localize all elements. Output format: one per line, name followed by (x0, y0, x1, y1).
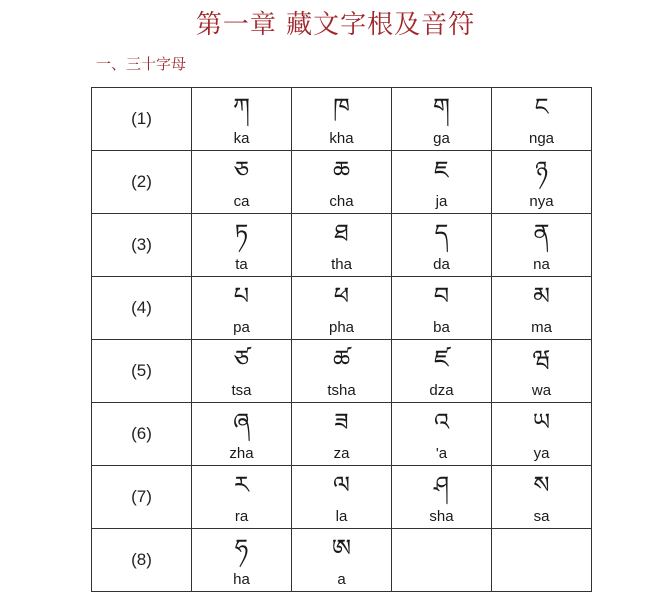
romanization: 'a (435, 445, 448, 462)
tibetan-letter: འ (433, 408, 450, 436)
row-number-label: (8) (92, 529, 192, 592)
tibetan-letter: ཛ (434, 345, 449, 373)
letter-cell (392, 88, 492, 151)
tibetan-letter: ཏ (234, 219, 249, 247)
romanization: nga (528, 130, 555, 147)
tibetan-letter: ཁ (333, 93, 350, 121)
tibetan-letter: ཟ (334, 408, 349, 436)
romanization: wa (531, 382, 552, 399)
romanization: nya (529, 193, 554, 210)
romanization: a (337, 571, 346, 588)
romanization: ka (233, 130, 250, 147)
romanization: tsa (231, 382, 252, 399)
tibetan-letter: མ (533, 282, 550, 310)
romanization: ja (435, 193, 448, 210)
romanization: zha (229, 445, 254, 462)
table-row (92, 214, 592, 277)
letter-cell (492, 340, 592, 403)
table-row (92, 277, 592, 340)
romanization: na (533, 256, 550, 273)
table-row (92, 88, 592, 151)
romanization: ca (233, 193, 250, 210)
letter-cell (192, 340, 292, 403)
letter-cell (292, 529, 392, 592)
letter-cell (492, 277, 592, 340)
tibetan-letter: ཐ (334, 219, 349, 247)
letter-cell (192, 529, 292, 592)
letter-cell (292, 214, 392, 277)
tibetan-letter: ཉ (535, 156, 548, 184)
letter-cell (392, 466, 492, 529)
tibetan-letter: ཇ (434, 156, 449, 184)
section-title: 一、三十字母 (96, 55, 187, 73)
letter-cell (392, 340, 492, 403)
romanization: ha (233, 571, 250, 588)
tibetan-letter: བ (433, 282, 450, 310)
romanization: ma (531, 319, 552, 336)
letter-cell (392, 151, 492, 214)
romanization: ya (533, 445, 550, 462)
row-number-label: (6) (92, 403, 192, 466)
letter-cell (292, 340, 392, 403)
letter-cell (392, 277, 492, 340)
romanization: cha (329, 193, 354, 210)
tibetan-letter: ཅ (233, 156, 250, 184)
letter-cell (292, 466, 392, 529)
row-number-label: (2) (92, 151, 192, 214)
tibetan-letter: ཨ (331, 534, 352, 562)
romanization: tsha (327, 382, 356, 399)
romanization: pha (328, 319, 355, 336)
row-number-label: (3) (92, 214, 192, 277)
romanization: pa (233, 319, 250, 336)
tibetan-letter: ཕ (333, 282, 350, 310)
table-row (92, 466, 592, 529)
letter-cell (192, 466, 292, 529)
romanization: ba (433, 319, 450, 336)
tibetan-letter: ན (533, 219, 550, 247)
letter-cell (192, 403, 292, 466)
chapter-title: 第一章 藏文字根及音符 (195, 10, 476, 40)
tibetan-letter: ཡ (532, 408, 551, 436)
tibetan-letter: ཧ (234, 534, 249, 562)
table-row (92, 529, 592, 592)
row-number-label: (7) (92, 466, 192, 529)
table-row (92, 403, 592, 466)
tibetan-letter: ཤ (433, 471, 450, 499)
romanization: tha (331, 256, 352, 273)
tibetan-letter: ལ (333, 471, 350, 499)
letter-cell (492, 151, 592, 214)
letter-cell (192, 151, 292, 214)
romanization: ra (234, 508, 249, 525)
letter-cell (292, 277, 392, 340)
tibetan-letter: ས (533, 471, 550, 499)
empty-cell (492, 529, 592, 592)
romanization: dza (429, 382, 454, 399)
letter-cell (492, 403, 592, 466)
table-row (92, 340, 592, 403)
letter-cell (492, 88, 592, 151)
romanization: sha (429, 508, 454, 525)
letter-cell (492, 466, 592, 529)
alphabet-table (91, 87, 592, 592)
tibetan-letter: ཙ (233, 345, 250, 373)
tibetan-letter: ང (534, 93, 549, 121)
tibetan-letter: ཀ (233, 93, 250, 121)
romanization: da (433, 256, 450, 273)
romanization: ta (235, 256, 248, 273)
letter-cell (492, 214, 592, 277)
row-number-label: (1) (92, 88, 192, 151)
table-row (92, 151, 592, 214)
letter-cell (292, 151, 392, 214)
tibetan-letter: ད (434, 219, 449, 247)
romanization: ga (433, 130, 450, 147)
empty-cell (392, 529, 492, 592)
letter-cell (292, 403, 392, 466)
letter-cell (292, 88, 392, 151)
tibetan-letter: ར (234, 471, 249, 499)
tibetan-letter: ཆ (332, 156, 351, 184)
letter-cell (192, 277, 292, 340)
tibetan-letter: ཝ (532, 345, 551, 373)
letter-cell (192, 88, 292, 151)
row-number-label: (4) (92, 277, 192, 340)
romanization: za (333, 445, 350, 462)
tibetan-letter: པ (233, 282, 250, 310)
letter-cell (392, 403, 492, 466)
tibetan-letter: ཞ (233, 408, 250, 436)
row-number-label: (5) (92, 340, 192, 403)
letter-cell (192, 214, 292, 277)
romanization: sa (533, 508, 550, 525)
letter-cell (392, 214, 492, 277)
tibetan-letter: ག (433, 93, 450, 121)
romanization: la (335, 508, 348, 525)
alphabet-table-body (92, 88, 592, 592)
tibetan-letter: ཚ (332, 345, 351, 373)
romanization: kha (329, 130, 354, 147)
